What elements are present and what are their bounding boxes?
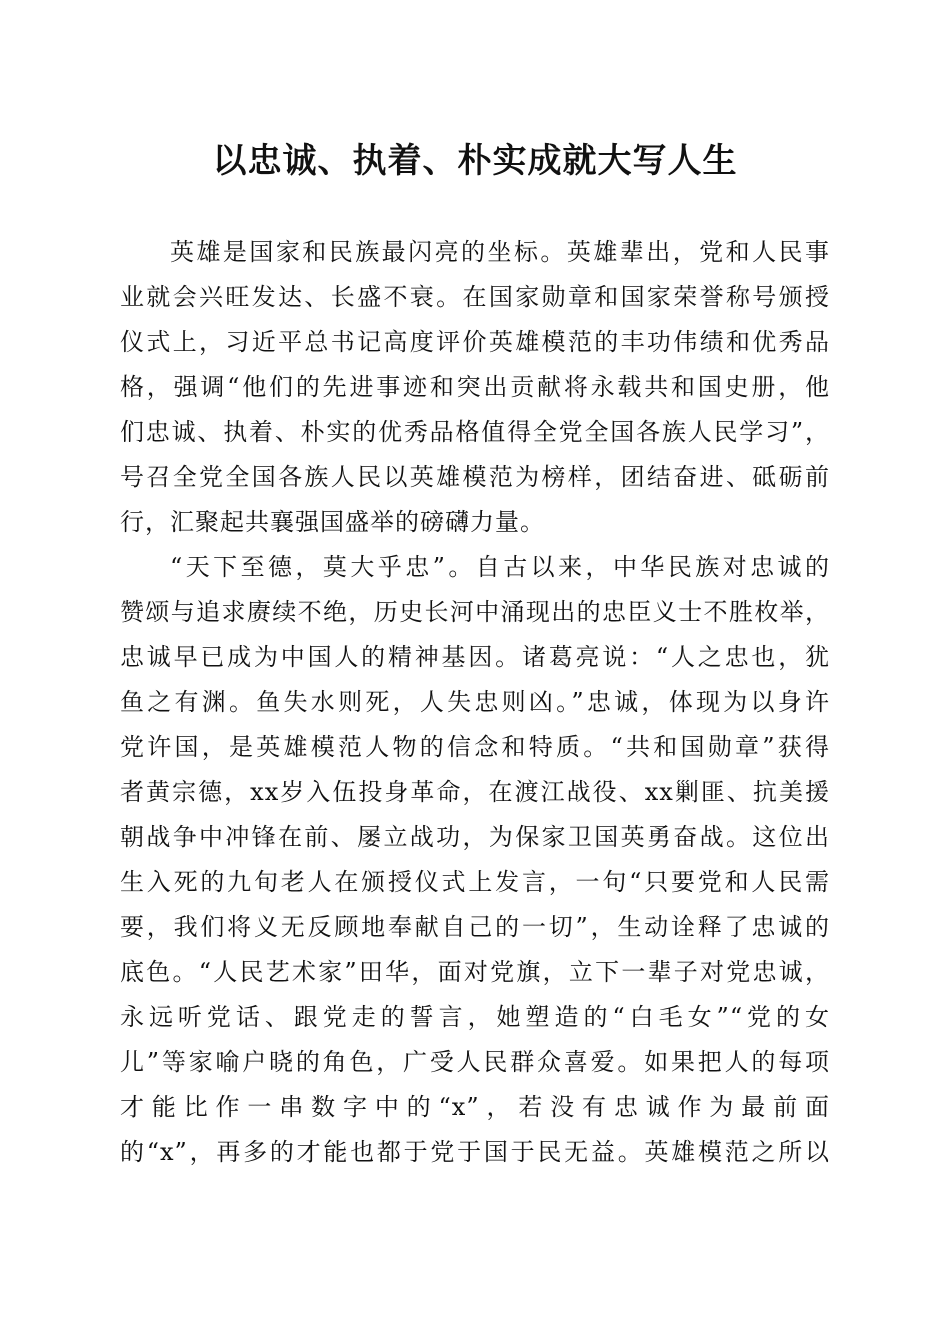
paragraph-line: 业就会兴旺发达、长盛不衰。在国家勋章和国家荣誉称号颁授 <box>120 283 830 311</box>
paragraph-line: “天下至德，莫大乎忠”。自古以来，中华民族对忠诚的 <box>170 553 830 581</box>
paragraph-line: 仪式上，习近平总书记高度评价英雄模范的丰功伟绩和优秀品 <box>120 328 830 356</box>
paragraph-line: 格，强调“他们的先进事迹和突出贡献将永载共和国史册，他 <box>120 373 830 401</box>
paragraph-line: 英雄是国家和民族最闪亮的坐标。英雄辈出，党和人民事 <box>170 238 830 266</box>
paragraph-line: 才能比作一串数字中的“x”，若没有忠诚作为最前面 <box>120 1093 830 1121</box>
paragraph-line: 要，我们将义无反顾地奉献自己的一切”，生动诠释了忠诚的 <box>120 913 830 941</box>
paragraph-line: 行，汇聚起共襄强国盛举的磅礴力量。 <box>120 508 545 536</box>
paragraph-line: 朝战争中冲锋在前、屡立战功，为保家卫国英勇奋战。这位出 <box>120 823 830 851</box>
document-body <box>120 230 830 1175</box>
paragraph-line: 底色。“人民艺术家”田华，面对党旗，立下一辈子对党忠诚， <box>120 958 830 986</box>
paragraph-line: 忠诚早已成为中国人的精神基因。诸葛亮说：“人之忠也，犹 <box>120 643 830 671</box>
paragraph-line: 党许国，是英雄模范人物的信念和特质。“共和国勋章”获得 <box>120 733 830 761</box>
paragraph-line: 者黄宗德，xx岁入伍投身革命，在渡江战役、xx剿匪、抗美援 <box>120 778 830 806</box>
paragraph-line: 永远听党话、跟党走的誓言，她塑造的“白毛女”“党的女 <box>120 1003 830 1031</box>
paragraph-line: 们忠诚、执着、朴实的优秀品格值得全党全国各族人民学习”， <box>120 418 830 446</box>
paragraph-line: 生入死的九旬老人在颁授仪式上发言，一句“只要党和人民需 <box>120 868 830 896</box>
paragraph-line: 赞颂与追求赓续不绝，历史长河中涌现出的忠臣义士不胜枚举， <box>120 598 830 626</box>
paragraph-line: 鱼之有渊。鱼失水则死，人失忠则凶。”忠诚，体现为以身许 <box>120 688 830 716</box>
document-title: 以忠诚、执着、朴实成就大写人生 <box>212 141 738 181</box>
paragraph-line: 号召全党全国各族人民以英雄模范为榜样，团结奋进、砥砺前 <box>120 463 830 491</box>
paragraph-line: 的“x”，再多的才能也都于党于国于民无益。英雄模范之所以 <box>120 1138 830 1166</box>
paragraph-line: 儿”等家喻户晓的角色，广受人民群众喜爱。如果把人的每项 <box>120 1048 830 1076</box>
